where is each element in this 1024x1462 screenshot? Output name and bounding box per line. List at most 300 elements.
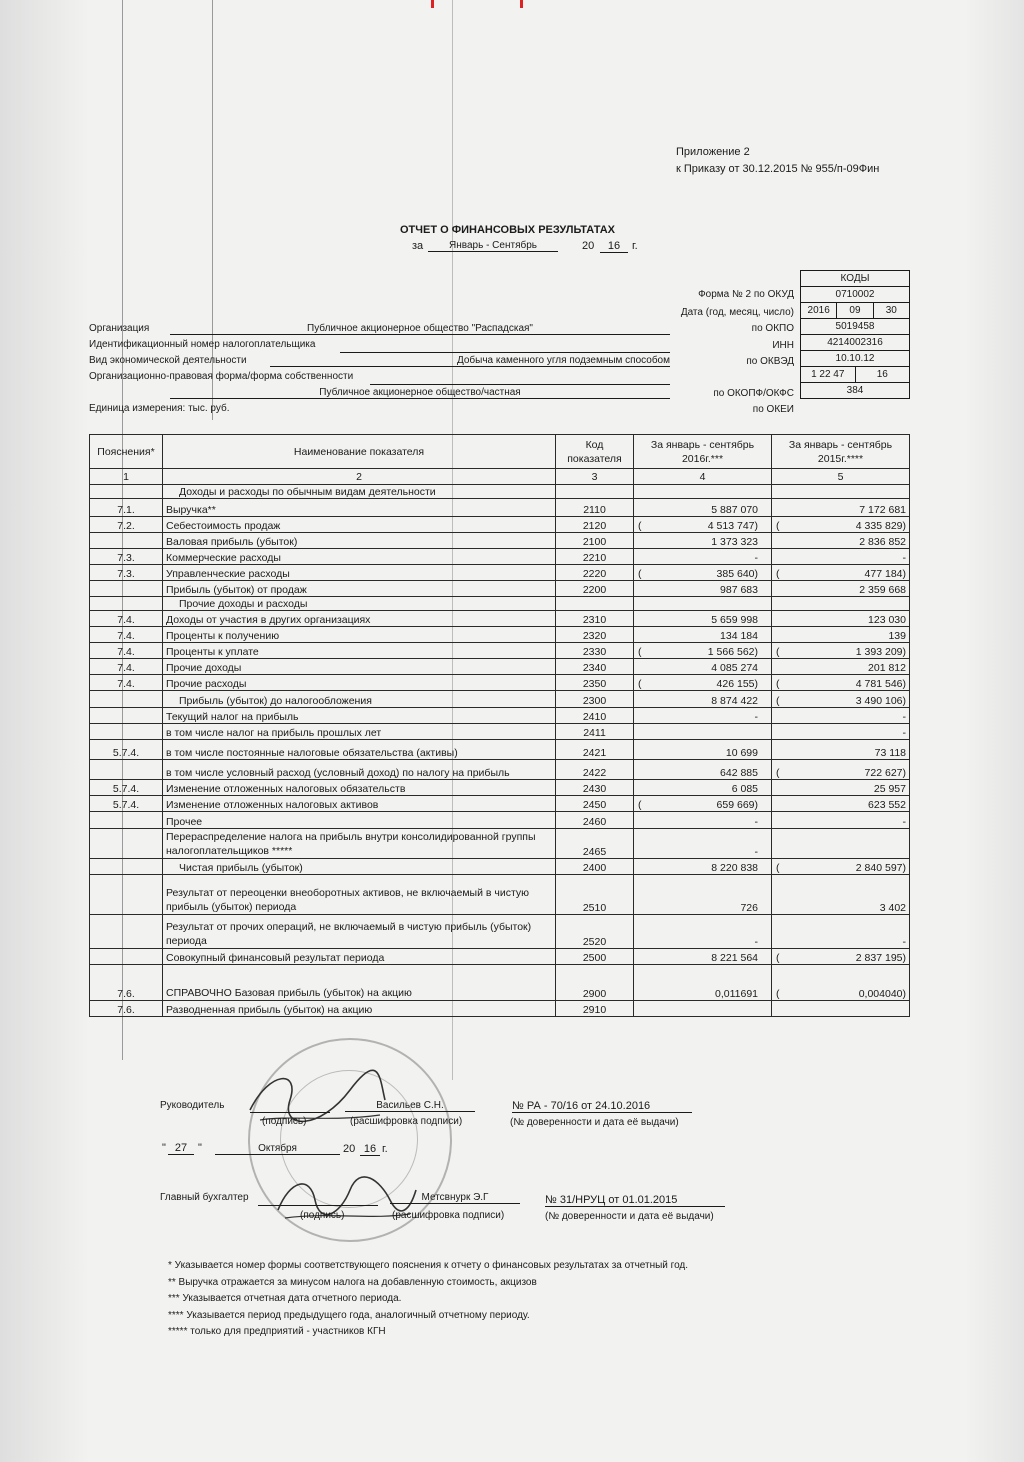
row-name: Изменение отложенных налоговых активов (163, 796, 556, 812)
row-code: 2220 (556, 565, 634, 581)
value-2015: 722 627) (864, 767, 906, 779)
header-2016 (634, 435, 772, 469)
value-2016: - (754, 846, 758, 858)
row-note (90, 597, 163, 611)
row-note (90, 533, 163, 549)
table-row (90, 949, 910, 965)
code-okfs-value: 16 (876, 369, 888, 380)
value-2015: 7 172 681 (859, 504, 906, 516)
row-value-2016 (634, 499, 772, 517)
activity-label: Вид экономической деятельности (89, 355, 247, 366)
open-paren: ( (638, 568, 642, 580)
label-okud: Форма № 2 по ОКУД (698, 289, 794, 300)
row-value-2015 (772, 565, 910, 581)
row-value-2016 (634, 740, 772, 760)
footnote: **** Указывается период предыдущего года, аналогичный отчетному периоду. (168, 1309, 530, 1321)
row-value-2015 (772, 549, 910, 565)
row-value-2016 (634, 1001, 772, 1017)
table-row (90, 760, 910, 780)
head-decode-caption: (расшифровка подписи) (350, 1116, 463, 1127)
open-paren: ( (638, 678, 642, 690)
row-note: 7.3. (90, 549, 163, 565)
row-value-2015 (772, 611, 910, 627)
value-2015: - (902, 711, 906, 723)
row-value-2016 (634, 812, 772, 829)
row-value-2016 (634, 724, 772, 740)
value-2016: 0,011691 (714, 988, 758, 1000)
row-code: 2900 (556, 965, 634, 1001)
title-za: за (412, 240, 424, 252)
code-okved: 10.10.12 (801, 351, 909, 367)
row-name: в том числе условный расход (условный доход) по налогу на прибыль (163, 760, 556, 780)
row-note: 5.7.4. (90, 740, 163, 760)
row-value-2015 (772, 780, 910, 796)
row-name: Чистая прибыль (убыток) (163, 859, 556, 875)
row-note: 7.1. (90, 499, 163, 517)
row-value-2015 (772, 597, 910, 611)
row-name: Результат от прочих операций, не включаемый в чистую прибыль (убыток) периода (163, 915, 556, 949)
value-2015: 623 552 (868, 799, 906, 811)
row-value-2016 (634, 611, 772, 627)
label-okpo: по ОКПО (751, 323, 794, 334)
value-2015: - (902, 816, 906, 828)
row-note (90, 875, 163, 915)
header-2015 (772, 435, 910, 469)
appendix-line2: к Приказу от 30.12.2015 № 955/п-09Фин (676, 163, 880, 175)
row-name: Выручка** (163, 499, 556, 517)
col-number: 3 (556, 469, 634, 485)
value-2015: 2 359 668 (859, 584, 906, 596)
col-number: 4 (634, 469, 772, 485)
row-code: 2210 (556, 549, 634, 565)
row-name: Прибыль (убыток) от продаж (163, 581, 556, 597)
accountant-doc: № 31/НРУЦ от 01.01.2015 (545, 1194, 725, 1207)
row-value-2015 (772, 949, 910, 965)
value-2016: - (754, 552, 758, 564)
value-2015: 3 402 (879, 902, 906, 914)
edge-mark (431, 0, 434, 8)
row-name: Проценты к уплате (163, 643, 556, 659)
table-row (90, 549, 910, 565)
row-code: 2430 (556, 780, 634, 796)
org-value: Публичное акционерное общество "Распадская" (170, 323, 670, 335)
section-title: Доходы и расходы по обычным видам деятельности (163, 485, 556, 499)
value-2015: 73 118 (874, 747, 906, 759)
open-paren: ( (776, 646, 780, 658)
row-value-2015 (772, 796, 910, 812)
row-note (90, 760, 163, 780)
row-note (90, 829, 163, 859)
row-value-2015 (772, 659, 910, 675)
header-name: Наименование показателя (163, 435, 556, 469)
row-name: Доходы от участия в других организациях (163, 611, 556, 627)
value-2016: 4 085 274 (711, 662, 758, 674)
date-quote-open: " (162, 1142, 166, 1154)
code-okpo: 5019458 (801, 319, 909, 335)
open-paren: ( (776, 695, 780, 707)
row-note (90, 581, 163, 597)
value-2015: 139 (888, 630, 906, 642)
row-name: Совокупный финансовый результат периода (163, 949, 556, 965)
row-code: 2910 (556, 1001, 634, 1017)
row-note: 7.4. (90, 611, 163, 627)
table-row (90, 533, 910, 549)
row-name: Перераспределение налога на прибыль внутри консолидированной группы налогоплательщиков ***** (163, 829, 556, 859)
value-2015: 3 490 106) (855, 695, 906, 707)
row-value-2015 (772, 915, 910, 949)
head-sign-caption: (подпись) (262, 1116, 307, 1127)
value-2016: - (754, 816, 758, 828)
row-note: 5.7.4. (90, 796, 163, 812)
row-note: 7.4. (90, 643, 163, 659)
row-value-2015 (772, 859, 910, 875)
code-date (801, 303, 909, 319)
row-value-2016 (634, 643, 772, 659)
code-inn: 4214002316 (801, 335, 909, 351)
row-note (90, 691, 163, 708)
value-2015: 2 840 597) (855, 862, 906, 874)
row-code: 2411 (556, 724, 634, 740)
row-name: Себестоимость продаж (163, 517, 556, 533)
value-2016: 8 221 564 (711, 952, 758, 964)
row-value-2016 (634, 517, 772, 533)
value-2015: 477 184) (864, 568, 906, 580)
row-code: 2320 (556, 627, 634, 643)
row-value-2015 (772, 1001, 910, 1017)
row-note: 7.3. (90, 565, 163, 581)
row-note: 7.4. (90, 627, 163, 643)
row-value-2015 (772, 760, 910, 780)
table-row (90, 499, 910, 517)
row-value-2015 (772, 499, 910, 517)
row-value-2016 (634, 796, 772, 812)
row-name: в том числе постоянные налоговые обязательства (активы) (163, 740, 556, 760)
value-2016 (758, 598, 768, 610)
row-code: 2520 (556, 915, 634, 949)
row-code: 2310 (556, 611, 634, 627)
value-2016: 1 566 562) (707, 646, 758, 658)
value-2015: 4 335 829) (855, 520, 906, 532)
acc-decode-caption: (расшифровка подписи) (392, 1210, 505, 1221)
header-code: Код показателя (556, 435, 634, 469)
row-value-2015 (772, 740, 910, 760)
codes-block (800, 270, 910, 399)
row-code: 2460 (556, 812, 634, 829)
label-okved: по ОКВЭД (746, 356, 794, 367)
row-code: 2100 (556, 533, 634, 549)
open-paren: ( (776, 767, 780, 779)
label-date: Дата (год, месяц, число) (680, 307, 794, 318)
row-code: 2510 (556, 875, 634, 915)
appendix-line1: Приложение 2 (676, 146, 750, 158)
table-row (90, 965, 910, 1001)
table-row (90, 627, 910, 643)
table-row (90, 915, 910, 949)
row-value-2016 (634, 965, 772, 1001)
row-note (90, 859, 163, 875)
row-code: 2340 (556, 659, 634, 675)
head-doc: № РА - 70/16 от 24.10.2016 (512, 1100, 692, 1113)
row-value-2015 (772, 691, 910, 708)
row-name: Коммерческие расходы (163, 549, 556, 565)
value-2016: 5 887 070 (711, 504, 758, 516)
value-2015: 2 837 195) (855, 952, 906, 964)
table-row (90, 812, 910, 829)
open-paren: ( (776, 520, 780, 532)
value-2016: - (754, 711, 758, 723)
table-row (90, 780, 910, 796)
value-2015: 4 781 546) (855, 678, 906, 690)
value-2015: 0,004040) (858, 988, 906, 1000)
row-value-2015 (772, 517, 910, 533)
row-note (90, 724, 163, 740)
row-name: Прочие доходы и расходы (163, 597, 556, 611)
col-number: 5 (772, 469, 910, 485)
code-okopf-value: 1 22 47 (801, 367, 856, 382)
value-2016: - (754, 936, 758, 948)
table-row (90, 829, 910, 859)
table-row (90, 675, 910, 691)
row-code: 2330 (556, 643, 634, 659)
row-note (90, 949, 163, 965)
row-code: 2120 (556, 517, 634, 533)
sign-date-month: Октября (215, 1143, 340, 1155)
accountant-label: Главный бухгалтер (160, 1192, 249, 1203)
footnote: *** Указывается отчетная дата отчетного периода. (168, 1293, 402, 1304)
open-paren: ( (638, 799, 642, 811)
header-2015-line1: За январь - сентябрь (788, 438, 893, 451)
row-value-2016 (634, 691, 772, 708)
unit-label: Единица измерения: тыс. руб. (89, 403, 230, 414)
header-2016-line2: 2016г.*** (681, 452, 724, 465)
open-paren: ( (776, 678, 780, 690)
edge-mark (520, 0, 523, 8)
form-line (370, 384, 670, 385)
row-code: 2500 (556, 949, 634, 965)
row-code: 2465 (556, 829, 634, 859)
row-value-2016 (634, 829, 772, 859)
report-title: ОТЧЕТ О ФИНАНСОВЫХ РЕЗУЛЬТАТАХ (400, 224, 615, 236)
row-name: Текущий налог на прибыль (163, 708, 556, 724)
row-value-2015 (772, 875, 910, 915)
row-note (90, 812, 163, 829)
row-value-2015 (772, 708, 910, 724)
row-value-2016 (634, 780, 772, 796)
row-name: Прочие доходы (163, 659, 556, 675)
value-2015: - (902, 727, 906, 739)
value-2016: 987 683 (720, 584, 758, 596)
value-2015: - (902, 936, 906, 948)
sign-date-year-end: г. (382, 1143, 388, 1155)
table-row (90, 708, 910, 724)
code-date-year: 2016 (801, 303, 837, 318)
row-code: 2421 (556, 740, 634, 760)
row-code: 2422 (556, 760, 634, 780)
table-row (90, 740, 910, 760)
date-quote-close: " (198, 1142, 202, 1154)
head-name: Васильев С.Н. (345, 1100, 475, 1112)
org-label: Организация (89, 323, 150, 334)
row-value-2016 (634, 627, 772, 643)
row-name: Прочие расходы (163, 675, 556, 691)
footnote: * Указывается номер формы соответствующего пояснения к отчету о финансовых результатах за отчетный год. (168, 1260, 689, 1271)
value-2016: 1 373 323 (711, 536, 758, 548)
value-2016: 642 885 (720, 767, 758, 779)
open-paren: ( (638, 646, 642, 658)
table-row (90, 796, 910, 812)
acc-sign-line (258, 1205, 378, 1206)
row-value-2015 (772, 812, 910, 829)
row-note (90, 915, 163, 949)
code-okei: 384 (846, 385, 864, 396)
value-2015: 2 836 852 (859, 536, 906, 548)
label-inn: ИНН (772, 340, 794, 351)
row-name: Разводненная прибыль (убыток) на акцию (163, 1001, 556, 1017)
row-note (90, 708, 163, 724)
row-name: Проценты к получению (163, 627, 556, 643)
report-period: Январь - Сентябрь (428, 240, 558, 252)
value-2015: - (902, 552, 906, 564)
row-note: 5.7.4. (90, 780, 163, 796)
value-2016: 6 085 (731, 783, 758, 795)
table-row (90, 659, 910, 675)
value-2016: 8 874 422 (711, 695, 758, 707)
row-value-2016 (634, 549, 772, 565)
code-okud: 0710002 (801, 287, 909, 303)
row-value-2016 (634, 915, 772, 949)
open-paren: ( (638, 520, 642, 532)
form-label: Организационно-правовая форма/форма собственности (89, 371, 354, 382)
label-okopf: по ОКОПФ/ОКФС (713, 388, 794, 399)
table-row (90, 581, 910, 597)
footnote: ** Выручка отражается за минусом налога на добавленную стоимость, акцизов (168, 1276, 537, 1288)
row-value-2015 (772, 581, 910, 597)
scan-shadow-left (0, 0, 90, 1462)
value-2016: 8 220 838 (711, 862, 758, 874)
row-code: 2110 (556, 499, 634, 517)
year-end: г. (632, 240, 638, 252)
row-code (556, 597, 634, 611)
year-suffix: 16 (600, 240, 628, 253)
row-name: Валовая прибыль (убыток) (163, 533, 556, 549)
row-value-2015 (772, 965, 910, 1001)
row-value-2015 (772, 724, 910, 740)
head-label: Руководитель (160, 1100, 225, 1111)
row-code: 2410 (556, 708, 634, 724)
row-value-2015 (772, 643, 910, 659)
row-name: Изменение отложенных налоговых обязательств (163, 780, 556, 796)
row-note: 7.6. (90, 1001, 163, 1017)
row-value-2016 (634, 659, 772, 675)
value-2015: 1 393 209) (855, 646, 906, 658)
table-row (90, 875, 910, 915)
header-2015-line2: 2015г.**** (817, 452, 864, 465)
row-code: 2450 (556, 796, 634, 812)
code-date-month: 09 (837, 303, 873, 318)
col-number: 2 (163, 469, 556, 485)
value-2016: 659 669) (716, 799, 758, 811)
row-note: 7.6. (90, 965, 163, 1001)
header-notes: Пояснения* (90, 435, 163, 469)
row-value-2016 (634, 708, 772, 724)
sign-date-year-prefix: 20 (343, 1143, 356, 1155)
inn-label: Идентификационный номер налогоплательщика (89, 339, 316, 350)
row-note: 7.4. (90, 675, 163, 691)
scan-shadow-right (964, 0, 1024, 1462)
row-value-2016 (634, 533, 772, 549)
row-value-2016 (634, 760, 772, 780)
open-paren: ( (776, 568, 780, 580)
inn-line (340, 352, 670, 353)
row-name: Прибыль (убыток) до налогообложения (163, 691, 556, 708)
value-2016: 726 (740, 902, 758, 914)
col-number: 1 (90, 469, 163, 485)
row-note: 7.4. (90, 659, 163, 675)
value-2016 (758, 1004, 768, 1016)
value-2016: 426 155) (716, 678, 758, 690)
acc-doc-caption: (№ доверенности и дата её выдачи) (545, 1211, 714, 1222)
footnote: ***** только для предприятий - участников КГН (168, 1326, 386, 1337)
table-row (90, 565, 910, 581)
row-value-2016 (634, 859, 772, 875)
table-row (90, 1001, 910, 1017)
value-2016: 134 184 (720, 630, 758, 642)
value-2016: 5 659 998 (711, 614, 758, 626)
row-value-2015 (772, 675, 910, 691)
year-prefix: 20 (582, 240, 595, 252)
value-2016 (758, 727, 768, 739)
row-value-2016 (634, 565, 772, 581)
table-row (90, 597, 910, 611)
accountant-name: Метсвнурк Э.Г (390, 1192, 520, 1204)
row-code: 2200 (556, 581, 634, 597)
row-value-2016 (634, 675, 772, 691)
row-name: Прочее (163, 812, 556, 829)
row-name: в том числе налог на прибыль прошлых лет (163, 724, 556, 740)
row-value-2016 (634, 875, 772, 915)
codes-header: КОДЫ (801, 271, 909, 287)
footnotes (168, 1258, 688, 1341)
acc-sign-caption: (подпись) (300, 1210, 345, 1221)
head-doc-caption: (№ доверенности и дата её выдачи) (510, 1117, 679, 1128)
row-note: 7.2. (90, 517, 163, 533)
value-2016: 4 513 747) (707, 520, 758, 532)
row-name: Управленческие расходы (163, 565, 556, 581)
row-code: 2300 (556, 691, 634, 708)
value-2015: 201 812 (868, 662, 906, 674)
sign-date-year: 16 (360, 1143, 380, 1156)
code-okopf (801, 367, 909, 383)
code-date-day: 30 (885, 305, 897, 316)
open-paren: ( (776, 862, 780, 874)
row-value-2015 (772, 533, 910, 549)
row-value-2016 (634, 581, 772, 597)
row-value-2015 (772, 627, 910, 643)
table-row (90, 517, 910, 533)
table-row (90, 643, 910, 659)
sign-date-day: 27 (168, 1142, 194, 1155)
row-code: 2400 (556, 859, 634, 875)
financial-results-table (89, 434, 910, 1017)
head-sign-line (250, 1112, 330, 1113)
value-2016: 10 699 (725, 747, 758, 759)
row-code: 2350 (556, 675, 634, 691)
value-2016: 385 640) (716, 568, 758, 580)
row-value-2016 (634, 949, 772, 965)
table-row (90, 859, 910, 875)
row-name: Результат от переоценки внеоборотных активов, не включаемый в чистую прибыль (убыток) периода (163, 875, 556, 915)
value-2015: 25 957 (873, 783, 906, 795)
